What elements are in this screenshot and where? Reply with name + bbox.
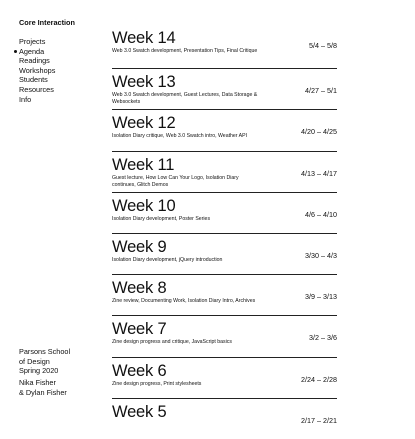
week-row[interactable] — [112, 192, 337, 233]
week-description: Zine design progress and critique, JavaScript basics — [112, 339, 232, 346]
week-title: Week 14 — [112, 29, 176, 47]
week-description: Isolation Diary critique, Web 3.0 Swatch intro, Weather API — [112, 133, 248, 140]
course-info-line: Spring 2020 — [19, 366, 59, 376]
week-date-range: 4/20 – 4/25 — [301, 127, 337, 137]
nav-item-label: Info — [19, 94, 32, 104]
week-title: Week 10 — [112, 196, 176, 215]
week-row[interactable] — [112, 27, 337, 68]
course-info — [19, 347, 70, 376]
week-row[interactable] — [112, 315, 337, 356]
week-row[interactable] — [112, 68, 337, 109]
week-row[interactable] — [112, 151, 337, 192]
nav-item-label: Projects — [19, 37, 46, 46]
nav-menu — [19, 37, 55, 104]
week-row[interactable] — [112, 274, 337, 315]
sidebar — [0, 0, 100, 415]
agenda-week-list — [112, 27, 337, 439]
week-title: Week 8 — [112, 279, 167, 298]
nav-item-info[interactable] — [19, 95, 55, 105]
site-title[interactable]: Core Interaction — [19, 18, 75, 27]
week-date-range: 3/2 – 3/6 — [309, 333, 337, 343]
week-description: Web 3.0 Swatch development, Guest Lectures, Data Storage & Websockets — [112, 92, 258, 106]
nav-item-projects[interactable] — [19, 37, 55, 47]
week-date-range: 2/24 – 2/28 — [301, 374, 337, 384]
nav-item-students[interactable] — [19, 75, 55, 85]
week-date-range: 5/4 – 5/8 — [309, 41, 337, 50]
nav-item-label: Agenda — [19, 46, 45, 56]
nav-item-label: Readings — [19, 56, 50, 66]
nav-item-readings[interactable] — [19, 56, 55, 66]
week-title: Week 5 — [112, 402, 167, 421]
week-date-range: 4/13 – 4/17 — [301, 168, 337, 178]
nav-item-label: Workshops — [19, 65, 56, 75]
week-title: Week 12 — [112, 114, 176, 133]
week-description: Guest lecture, How Low Can Your Logo, Isolation Diary continues, Glitch Demos — [112, 174, 239, 188]
week-title: Week 7 — [112, 320, 167, 339]
course-info-line: of Design — [19, 356, 50, 366]
instructors — [19, 378, 67, 397]
week-description: Isolation Diary development, Poster Series — [112, 215, 211, 222]
week-row[interactable] — [112, 398, 337, 439]
nav-item-label: Students — [19, 75, 48, 85]
week-title: Week 9 — [112, 237, 167, 256]
active-bullet-icon — [14, 50, 17, 53]
week-description: Zine design progress, Print stylesheets — [112, 380, 202, 387]
week-date-range: 3/9 – 3/13 — [305, 292, 337, 302]
nav-item-workshops[interactable] — [19, 66, 55, 76]
course-info-line: Parsons School — [19, 347, 71, 356]
week-description: Web 3.0 Swatch development, Presentation Tips, Final Critique — [112, 48, 258, 54]
nav-item-resources[interactable] — [19, 85, 55, 95]
week-title: Week 6 — [112, 361, 167, 380]
week-row[interactable] — [112, 357, 337, 398]
week-date-range: 2/17 – 2/21 — [301, 415, 337, 425]
week-title: Week 13 — [112, 73, 176, 92]
week-date-range: 4/27 – 5/1 — [305, 86, 337, 96]
week-row[interactable] — [112, 233, 337, 274]
instructor-line: Nika Fisher — [19, 378, 56, 387]
nav-item-agenda[interactable] — [19, 47, 55, 57]
week-description: Zine review, Documenting Work, Isolation Diary Intro, Archives — [112, 298, 256, 305]
instructor-line: & Dylan Fisher — [19, 387, 67, 397]
week-description: Isolation Diary development, jQuery introduction — [112, 256, 223, 263]
week-date-range: 4/6 – 4/10 — [305, 209, 337, 219]
week-date-range: 3/30 – 4/3 — [305, 250, 337, 260]
nav-item-label: Resources — [19, 84, 54, 94]
week-title: Week 11 — [112, 155, 175, 174]
week-row[interactable] — [112, 109, 337, 150]
